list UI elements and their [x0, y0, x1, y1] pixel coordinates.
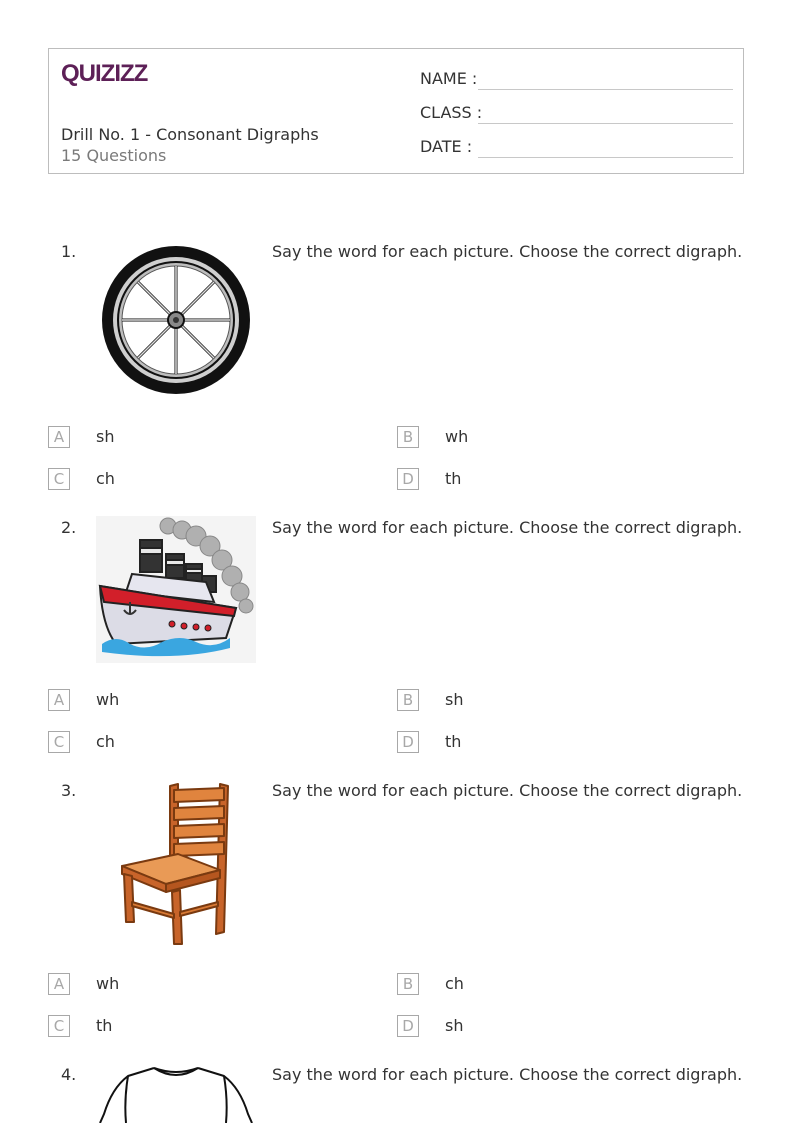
- option-a-box[interactable]: A: [48, 426, 70, 448]
- option-a-text[interactable]: sh: [96, 427, 115, 446]
- option-a-box[interactable]: A: [48, 973, 70, 995]
- option-d-box[interactable]: D: [397, 1015, 419, 1037]
- option-b-box[interactable]: B: [397, 689, 419, 711]
- chair-image: [118, 782, 232, 946]
- option-b-box[interactable]: B: [397, 973, 419, 995]
- ship-image: [96, 516, 256, 663]
- date-line[interactable]: [478, 157, 733, 158]
- question-number: 3.: [61, 781, 77, 800]
- option-d-text[interactable]: th: [445, 469, 462, 488]
- option-c-box[interactable]: C: [48, 468, 70, 490]
- class-label: CLASS :: [420, 103, 483, 122]
- option-c-text[interactable]: ch: [96, 469, 115, 488]
- shirt-image: [98, 1064, 254, 1123]
- question-number: 1.: [61, 242, 77, 261]
- option-b-text[interactable]: wh: [445, 427, 469, 446]
- option-d-text[interactable]: sh: [445, 1016, 464, 1035]
- quizizz-logo: [61, 59, 153, 89]
- option-b-text[interactable]: ch: [445, 974, 464, 993]
- question-prompt: Say the word for each picture. Choose the correct digraph.: [272, 242, 743, 261]
- option-b-text[interactable]: sh: [445, 690, 464, 709]
- class-line[interactable]: [478, 123, 733, 124]
- option-b-box[interactable]: B: [397, 426, 419, 448]
- date-label: DATE :: [420, 137, 473, 156]
- question-number: 2.: [61, 518, 77, 537]
- option-d-box[interactable]: D: [397, 468, 419, 490]
- option-a-text[interactable]: wh: [96, 690, 120, 709]
- option-d-box[interactable]: D: [397, 731, 419, 753]
- option-c-box[interactable]: C: [48, 1015, 70, 1037]
- option-c-text[interactable]: th: [96, 1016, 113, 1035]
- worksheet-header: [48, 48, 744, 174]
- question-number: 4.: [61, 1065, 77, 1084]
- option-d-text[interactable]: th: [445, 732, 462, 751]
- question-prompt: Say the word for each picture. Choose the correct digraph.: [272, 1065, 743, 1084]
- question-prompt: Say the word for each picture. Choose the correct digraph.: [272, 781, 743, 800]
- svg-text:QUIZIZZ: QUIZIZZ: [61, 60, 148, 87]
- name-label: NAME :: [420, 69, 478, 88]
- option-a-text[interactable]: wh: [96, 974, 120, 993]
- option-a-box[interactable]: A: [48, 689, 70, 711]
- question-count: 15 Questions: [61, 146, 167, 165]
- option-c-box[interactable]: C: [48, 731, 70, 753]
- quiz-title: Drill No. 1 - Consonant Digraphs: [61, 125, 319, 144]
- wheel-image: [100, 244, 252, 396]
- question-prompt: Say the word for each picture. Choose the correct digraph.: [272, 518, 743, 537]
- option-c-text[interactable]: ch: [96, 732, 115, 751]
- name-line[interactable]: [478, 89, 733, 90]
